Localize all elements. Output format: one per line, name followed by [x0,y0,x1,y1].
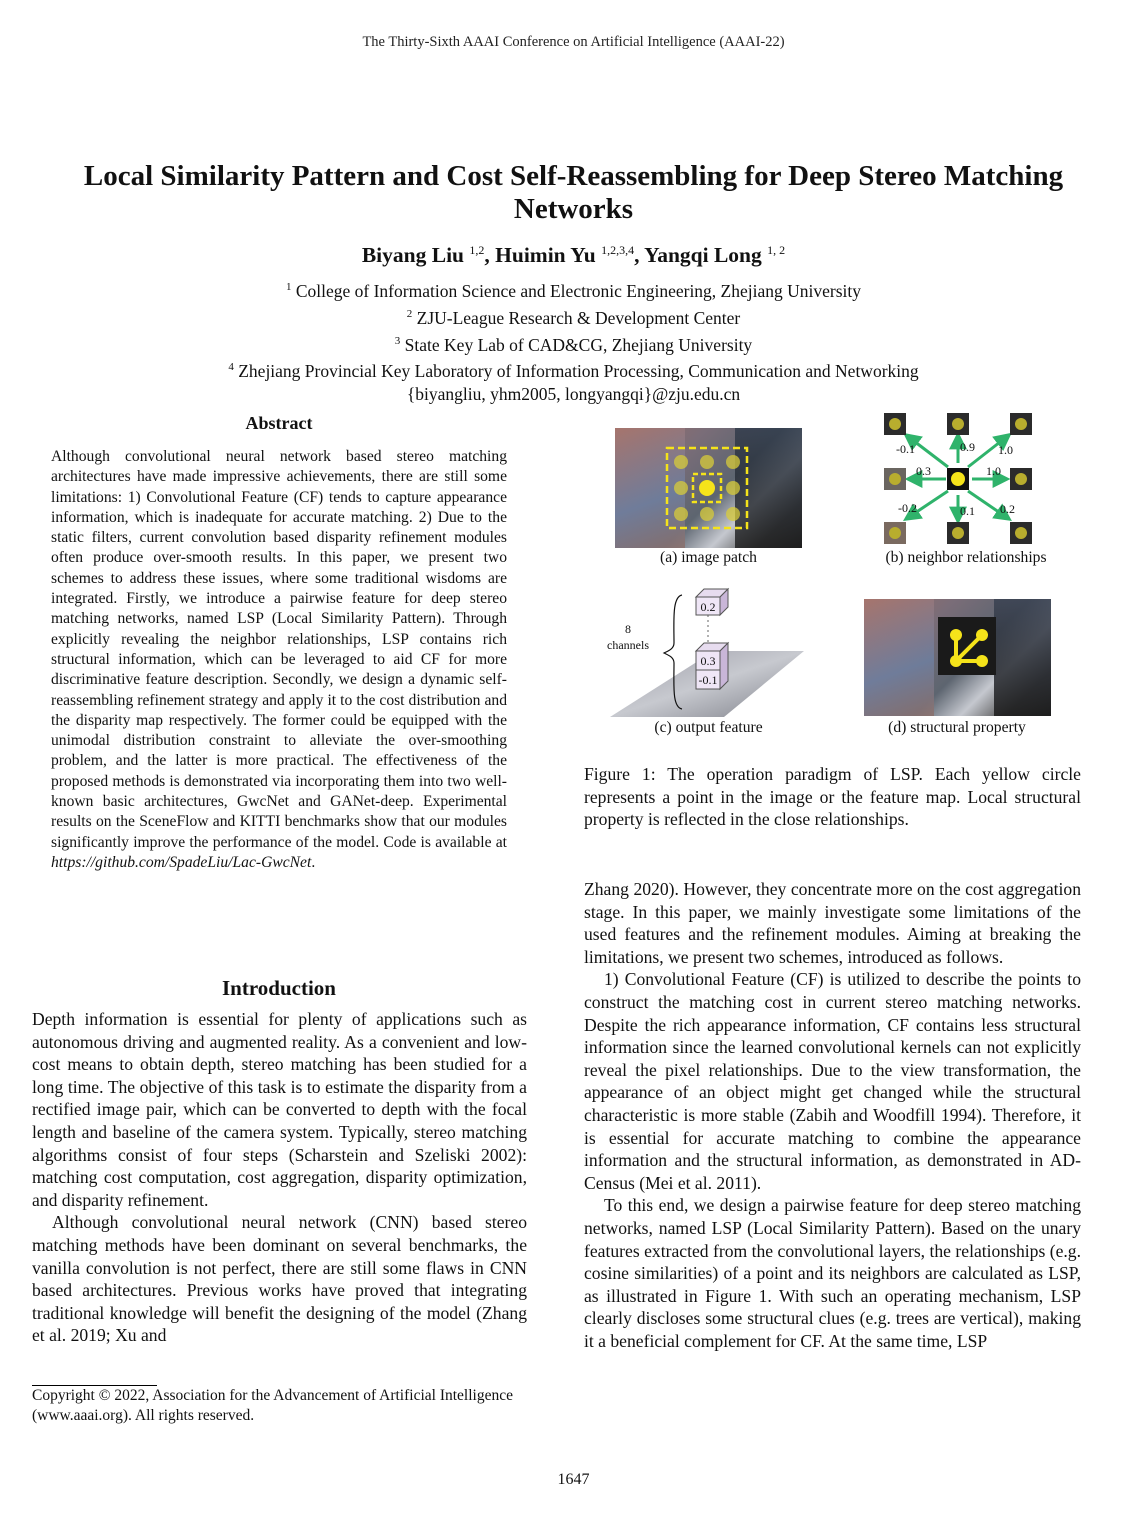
center-point [699,480,715,496]
structure-point [976,629,988,641]
relation-value-bl: -0.2 [898,501,917,515]
channel-value-mid: 0.3 [700,654,716,668]
neighbor-point [674,507,688,521]
neighbor-point [726,481,740,495]
neighbor-point [674,481,688,495]
introduction-heading: Introduction [222,976,336,1000]
image-patch-photo [615,428,802,548]
relation-value-tl: -0.1 [896,442,915,456]
channel-label: channels [607,638,649,652]
code-link[interactable]: https://github.com/SpadeLiu/Lac-GwcNet [51,853,312,871]
relation-value-br: 0.2 [1000,502,1015,516]
channel-value-top: 0.2 [700,600,716,614]
subcaption-a: (a) image patch [660,549,757,566]
paragraph: Depth information is essential for plenty of applications such as autonomous driving and augmented reality. As a convenient and low-cost means to obtain depth, stereo matching has been studied for a long time. The objective of this task is to estimate the disparity from a rectified image pair, which can be converted to depth with the focal length and baseline of the camera system. Typically, stereo matching algorithms consist of four steps (Scharstein and Szeliski 2002): matching cost computation, cost aggregation, disparity optimization, and disparity refinement. [32,1009,527,1210]
affiliation-line: $^2$ ZJU-League Research & Development Center [406,307,741,328]
structural-property-photo [864,599,1051,716]
relation-value-b: 0.1 [960,504,975,518]
subcaption-c: (c) output feature [654,719,763,736]
paragraph: 1) Convolutional Feature (CF) is utilized to describe the points to construct the matching cost in current stereo matching networks. Despite the rich appearance information, CF contains less structural information since the learned convolutional kernels can not explicitly reveal the pixel relationships. Due to the view transformation, the appearance of an object might get changed while the structural characteristic is more stable (Zabih and Woodfill 1994). Therefore, it is essential for accurate matching to combine the appearance information and the structural information, as demonstrated in AD-Census (Mei et al. 2011). [584,969,1081,1193]
channel-count: 8 [625,622,631,636]
right-column [584,878,1081,1352]
relation-value-r: 1.0 [986,464,1001,478]
figure-1-caption: Figure 1: The operation paradigm of LSP. Each yellow circle represents a point in the image or the feature map. Local structural property is reflected in the close relationships. [584,764,1081,830]
email-line: {biyangliu, yhm2005, longyangqi}@zju.edu.cn [406,384,741,405]
affiliation-line: $^1$ College of Information Science and Electronic Engineering, Zhejiang University [285,280,862,301]
author-name: Biyang Liu [361,243,465,268]
relation-value-l: 0.3 [916,464,931,478]
figure-1 [584,405,1081,755]
structure-point [950,629,962,641]
subcaption-b: (b) neighbor relationships [885,549,1047,566]
neighbor-point [700,507,714,521]
paragraph: To this end, we design a pairwise feature for deep stereo matching networks, named LSP (Local Similarity Pattern). Based on the unary features extracted from the convolutional layers, the relationships (e.g. cosine similarities) of a point and its neighbors are calculated as LSP, as illustrated in Figure 1. With such an operating mechanism, LSP clearly discloses some structural clues (e.g. trees are vertical), making it a beneficial complement for CF. At the same time, LSP [584,1195,1081,1351]
affiliation-line: $^3$ State Key Lab of CAD&CG, Zhejiang University [394,334,753,355]
subcaption-d: (d) structural property [888,719,1026,736]
neighbor-point [700,455,714,469]
structure-point [950,655,962,667]
channel-value-bot: -0.1 [698,673,718,687]
paper-title: Local Similarity Pattern and Cost Self-Reassembling for Deep Stereo Matching Networks [83,160,1064,225]
paragraph: Zhang 2020). However, they concentrate more on the cost aggregation stage. In this paper, we mainly investigate some limitations of the used features and the refinement modules. Aiming at breaking the limitations, we present two schemes, introduced as follows. [584,879,1081,967]
output-feature-diagram [604,581,809,719]
author-affil-sup: 1,2 [469,243,485,257]
neighbor-point [726,507,740,521]
author-list: Biyang Liu $^{1,2}$, Huimin Yu $^{1,2,3,4}$, Yangqi Long $^{1, 2}$ [361,243,786,268]
relation-value-t: 0.9 [960,440,975,454]
abstract-body: Although convolutional neural network based stereo matching architectures have made impressive achievements, there are still some limitations: 1) Convolutional Feature (CF) tends to capture appearance information, which is inadequate for accurate matching. 2) Due to the static filters, current convolution based disparity refinement modules often produce over-smooth results. In this paper, we present two schemes to address these issues, where some traditional wisdoms are integrated. Firstly, we introduce a pairwise feature for deep stereo matching networks, named LSP (Local Similarity Pattern). Through explicitly revealing the neighbor relationships, LSP contains rich structural information, which can be leveraged to aid CF for more discriminative feature description. Secondly, we design a dynamic self-reassembling refinement strategy and apply it to the cost distribution and the disparity map respectively. The former could be equipped with the unimodal distribution constraint to alleviate the over-smoothing problem, and the latter is more practical. The effectiveness of the proposed methods is demonstrated via incorporating them into two well-known basic architectures, GwcNet and GANet-deep. Experimental results on the SceneFlow and KITTI benchmarks show that our modules significantly improve the performance of the model. Code is available at https://github.com/SpadeLiu/Lac-GwcNet. [51,448,507,871]
relation-value-tr: 1.0 [998,443,1013,457]
author-name: Huimin Yu [495,243,596,268]
neighbor-point [674,455,688,469]
paragraph: Although convolutional neural network (CNN) based stereo matching methods have been dominant on several benchmarks, the vanilla convolution is not perfect, there are still some flaws in CNN based architectures. Previous works have proved that integrating traditional knowledge will benefit the designing of the model (Zhang et al. 2019; Xu and [32,1212,527,1346]
affiliation-line: $^4$ Zhejiang Provincial Key Laboratory of Information Processing, Communication and Networking [228,361,919,382]
author-affil-sup: 1,2,3,4 [601,243,635,257]
structure-point [976,655,988,667]
author-name: Yangqi Long [644,243,762,268]
abstract-heading: Abstract [245,413,313,433]
intro-left-column [32,1008,527,1347]
neighbor-relationship-diagram [864,405,1069,545]
abstract-text: Although convolutional neural network based stereo matching architectures have made impressive achievements, there are still some limitations: 1) Convolutional Feature (CF) tends to capture appearance information, which is inadequate for accurate matching. 2) Due to the static filters, current convolution based disparity refinement modules often produce over-smooth results. In this paper, we present two schemes to address these issues, where some traditional wisdoms are integrated. Firstly, we introduce a pairwise feature for deep stereo matching networks, named LSP (Local Similarity Pattern). Through explicitly revealing the neighbor relationships, LSP contains rich structural information, which can be leveraged to aid CF for more discriminative feature description. Secondly, we design a dynamic self-reassembling refinement strategy and apply it to the cost distribution and the disparity map respectively. The former could be equipped with the unimodal distribution constraint to alleviate the over-smoothing problem, and the latter is more practical. The effectiveness of the proposed methods is demonstrated via incorporating them into two well-known basic architectures, GwcNet and GANet-deep. Experimental results on the SceneFlow and KITTI benchmarks show that our modules significantly improve the performance of the model. Code is available at [51,448,507,851]
conference-header: The Thirty-Sixth AAAI Conference on Artificial Intelligence (AAAI-22) [362,34,785,50]
neighbor-point [726,455,740,469]
copyright-notice: Copyright © 2022, Association for the Advancement of Artificial Intelligence (www.aaai.org). All rights reserved. [32,1387,513,1424]
affiliation-block [0,276,1147,406]
page-number: 1647 [557,1471,590,1488]
author-affil-sup: 1, 2 [767,243,786,257]
